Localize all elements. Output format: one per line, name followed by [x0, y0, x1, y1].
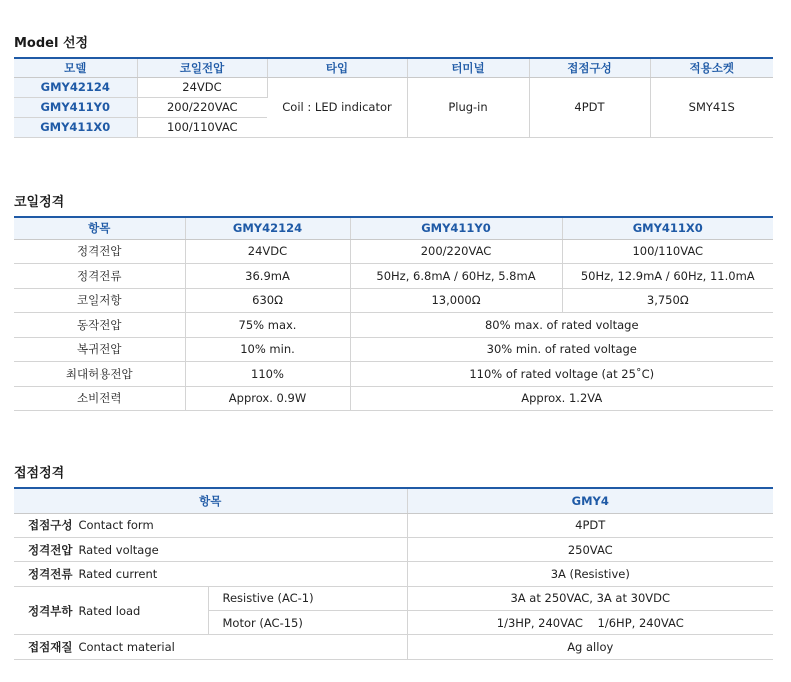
contact-material-label: [14, 635, 407, 659]
header-terminal: 터미널: [407, 58, 529, 77]
value-cell: 75% max.: [185, 313, 350, 338]
label-kr: 정격부하: [28, 603, 73, 618]
label-kr: 접점재질: [28, 640, 73, 655]
label-kr: 접점구성: [28, 518, 73, 533]
motor-label: Motor (AC-15): [208, 611, 407, 635]
header-item: 항목: [14, 488, 407, 513]
row-label: 정격전압: [14, 239, 185, 264]
value-cell: 10% min.: [185, 337, 350, 362]
coil-voltage: 24VDC: [137, 77, 267, 97]
contact-form-label: [14, 513, 407, 537]
header-coil-voltage: 코일전압: [137, 58, 267, 77]
resistive-label: Resistive (AC-1): [208, 586, 407, 610]
value-cell: Approx. 1.2VA: [350, 386, 773, 411]
header-type: 타입: [267, 58, 407, 77]
label-kr: 정격전압: [28, 542, 73, 557]
socket-cell: SMY41S: [650, 77, 773, 137]
model-name: GMY411X0: [14, 117, 137, 137]
row-label: 복귀전압: [14, 337, 185, 362]
motor-value: 1/3HP, 240VAC 1/6HP, 240VAC: [407, 611, 773, 635]
contact-rating-table: [14, 487, 773, 660]
value-cell: 80% max. of rated voltage: [350, 313, 773, 338]
label-en: Rated load: [78, 603, 141, 618]
label-en: Contact material: [78, 640, 175, 655]
model-name: GMY42124: [14, 77, 137, 97]
header-gmy411x0: GMY411X0: [562, 217, 773, 239]
contact-material-value: Ag alloy: [407, 635, 773, 659]
header-gmy42124: GMY42124: [185, 217, 350, 239]
row-label: 동작전압: [14, 313, 185, 338]
row-label: 소비전력: [14, 386, 185, 411]
value-cell: 50Hz, 6.8mA / 60Hz, 5.8mA: [350, 264, 562, 289]
rated-voltage-value: 250VAC: [407, 537, 773, 561]
value-cell: 110% of rated voltage (at 25˚C): [350, 362, 773, 387]
header-gmy411y0: GMY411Y0: [350, 217, 562, 239]
contact-config-cell: 4PDT: [529, 77, 650, 137]
contact-form-value: 4PDT: [407, 513, 773, 537]
value-cell: 630Ω: [185, 288, 350, 313]
model-name: GMY411Y0: [14, 97, 137, 117]
value-cell: 24VDC: [185, 239, 350, 264]
value-cell: 200/220VAC: [350, 239, 562, 264]
resistive-value: 3A at 250VAC, 3A at 30VDC: [407, 586, 773, 610]
value-cell: 36.9mA: [185, 264, 350, 289]
header-item: 항목: [14, 217, 185, 239]
rated-voltage-label: [14, 537, 407, 561]
label-en: Rated current: [78, 566, 158, 581]
label-en: Contact form: [78, 518, 154, 533]
value-cell: 110%: [185, 362, 350, 387]
model-table: [14, 57, 773, 138]
row-label: 정격전류: [14, 264, 185, 289]
label-en: Rated voltage: [78, 542, 159, 557]
coil-section-title: 코일정격: [14, 195, 65, 210]
coil-voltage: 100/110VAC: [137, 117, 267, 137]
rated-current-label: [14, 562, 407, 586]
value-cell: 100/110VAC: [562, 239, 773, 264]
value-cell: 3,750Ω: [562, 288, 773, 313]
rated-load-label: [14, 586, 208, 635]
row-label: 코일저항: [14, 288, 185, 313]
label-kr: 정격전류: [28, 566, 73, 581]
value-cell: Approx. 0.9W: [185, 386, 350, 411]
header-gmy4: GMY4: [407, 488, 773, 513]
type-cell: Coil : LED indicator: [267, 77, 407, 137]
header-model: 모델: [14, 58, 137, 77]
model-section-title: Model 선정: [14, 36, 89, 51]
value-cell: 30% min. of rated voltage: [350, 337, 773, 362]
value-cell: 50Hz, 12.9mA / 60Hz, 11.0mA: [562, 264, 773, 289]
rated-current-value: 3A (Resistive): [407, 562, 773, 586]
terminal-cell: Plug-in: [407, 77, 529, 137]
header-socket: 적용소켓: [650, 58, 773, 77]
coil-rating-table: [14, 216, 773, 411]
row-label: 최대허용전압: [14, 362, 185, 387]
coil-voltage: 200/220VAC: [137, 97, 267, 117]
value-cell: 13,000Ω: [350, 288, 562, 313]
header-contact-config: 접점구성: [529, 58, 650, 77]
contact-section-title: 접점정격: [14, 466, 65, 481]
